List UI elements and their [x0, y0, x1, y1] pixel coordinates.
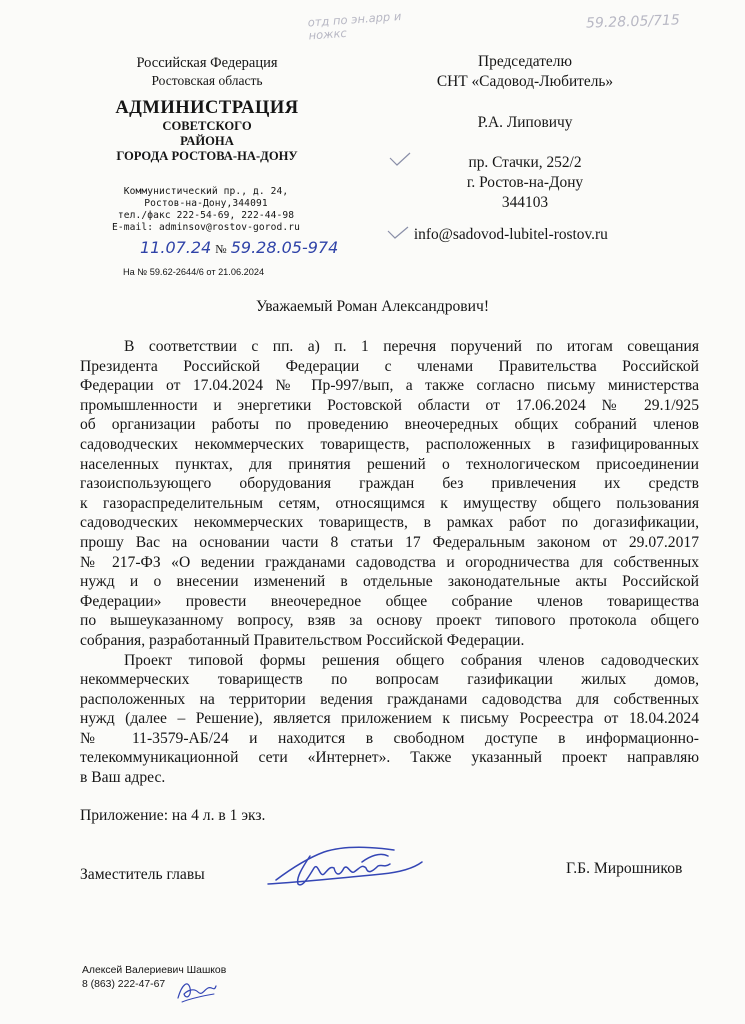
paragraph-1-line: В соответствии с пп. а) п. 1 перечня поручений по итогам совещания — [124, 338, 699, 355]
paragraph-1-line: № 217-ФЗ «О ведении гражданами садоводства и огородничества для собственных — [80, 553, 699, 571]
sender-address-city: Ростов-на-Дону,344091 — [144, 198, 268, 209]
recipient-name: Р.А. Липовичу — [477, 114, 573, 131]
sender-country: Российская Федерация — [136, 55, 278, 71]
sender-block — [92, 54, 322, 164]
registration-line — [140, 238, 338, 258]
letter-body — [80, 337, 699, 788]
paragraph-1-last-line: собрания, разработанный Правительством Российской Федерации. — [80, 631, 525, 649]
paragraph-1-line: Федерации» провести внеочередное общее собрание членов товарищества — [80, 592, 699, 610]
registration-number-label: № — [215, 242, 227, 256]
recipient-organization: СНТ «Садовод-Любитель» — [436, 73, 614, 90]
recipient-title: Председателю — [478, 53, 572, 70]
executor-name: Алексей Валериевич Шашков — [82, 965, 227, 976]
sender-region: Ростовская область — [151, 73, 263, 88]
pencil-note: отд по эн.арр и ножкс — [307, 9, 402, 43]
checkmark-icon — [386, 225, 410, 241]
reference-line: На № 59.62-2644/6 от 21.06.2024 — [123, 267, 265, 277]
sender-org-city: ГОРОДА РОСТОВА-НА-ДОНУ — [116, 149, 298, 163]
sender-org-title: АДМИНИСТРАЦИЯ — [115, 98, 299, 118]
attachment-note: Приложение: на 4 л. в 1 экз. — [80, 807, 266, 824]
sender-address-street: Коммунистический пр., д. 24, — [123, 186, 289, 197]
paragraph-1-line: нужд и о внесении изменений в отдельные законодательные акты Российской — [80, 573, 699, 591]
checkmark-icon — [388, 150, 412, 168]
registration-date: 11.07.24 — [140, 238, 212, 257]
recipient-city: г. Ростов-на-Дону — [466, 174, 584, 191]
paragraph-2-line: Проект типовой формы решения общего собрания членов садоводческих — [124, 651, 699, 669]
paragraph-1-line: Федерации от 17.04.2024 № Пр-997/вып, а также согласно письму министерства — [80, 377, 699, 395]
sender-address — [106, 186, 306, 234]
paragraph-2-line: нужд (далее – Решение), является приложением к письму Росреестра от 18.04.2024 — [80, 710, 699, 728]
pencil-registration-number: 59.28.05/715 — [585, 12, 681, 32]
salutation: Уважаемый Роман Александрович! — [255, 298, 490, 315]
paragraph-1-line: об организации работы по проведению внеочередных общих собраний членов — [80, 416, 699, 434]
paragraph-1-line: газоиспользующего оборудования граждан без привлечения их средств — [80, 475, 699, 493]
paragraph-2-line: некоммерческих товариществ по вопросам газификации жилых домов, — [80, 671, 699, 689]
sender-org-district: СОВЕТСКОГО — [162, 119, 252, 133]
recipient-email: info@sadovod-lubitel-rostov.ru — [413, 226, 608, 243]
paragraph-1-line: садоводческих некоммерческих товариществ, в рамках работ по догазификации, — [80, 514, 699, 532]
recipient-street: пр. Стачки, 252/2 — [468, 154, 582, 171]
paragraph-2-line: расположенных на территории ведения гражданами садоводства для собственных — [80, 690, 699, 708]
paragraph-1-line: к газораспределительным сетям, относящимся к имуществу общего пользования — [80, 494, 699, 512]
paragraph-1-line: Президента Российской Федерации с членами Правительства Российской — [80, 357, 699, 375]
recipient-email-line — [386, 225, 608, 244]
paragraph-1-line: садоводческих некоммерческих товариществ, расположенных в газифицированных — [80, 435, 699, 453]
signer-position: Заместитель главы — [80, 866, 205, 883]
paragraph-1-line: населенных пунктах, для принятия решений о технологическом присоединении — [80, 455, 699, 473]
recipient-zip: 344103 — [501, 194, 549, 211]
signer-name: Г.Б. Мирошников — [566, 860, 683, 877]
executor-phone: 8 (863) 222-47-67 — [82, 979, 166, 990]
paragraph-1-line: по вышеуказанному вопросу, взяв за основу проект типового протокола общего — [80, 612, 699, 630]
handwritten-signature — [262, 838, 432, 896]
paragraph-2-last-line: в Ваш адрес. — [80, 769, 166, 787]
paragraph-2-line: телекоммуникационной сети «Интернет». Также указанный проект направляю — [80, 749, 699, 767]
sender-org-area: РАЙОНА — [180, 134, 234, 148]
initials-signature — [174, 974, 220, 1006]
recipient-block — [410, 52, 640, 213]
sender-email: E-mail: adminsov@rostov-gorod.ru — [111, 222, 301, 233]
paragraph-1-line: прошу Вас на основании части 8 статьи 17 Федеральным законом от 29.07.2017 — [80, 533, 699, 551]
paragraph-2-line: № 11-3579-АБ/24 и находится в свободном доступе в информационно- — [80, 729, 699, 747]
sender-phone: тел./факс 222-54-69, 222-44-98 — [117, 210, 295, 221]
paragraph-1-line: промышленности и энергетики Ростовской области от 17.06.2024 № 29.1/925 — [80, 396, 699, 414]
registration-number: 59.28.05-974 — [230, 238, 339, 257]
